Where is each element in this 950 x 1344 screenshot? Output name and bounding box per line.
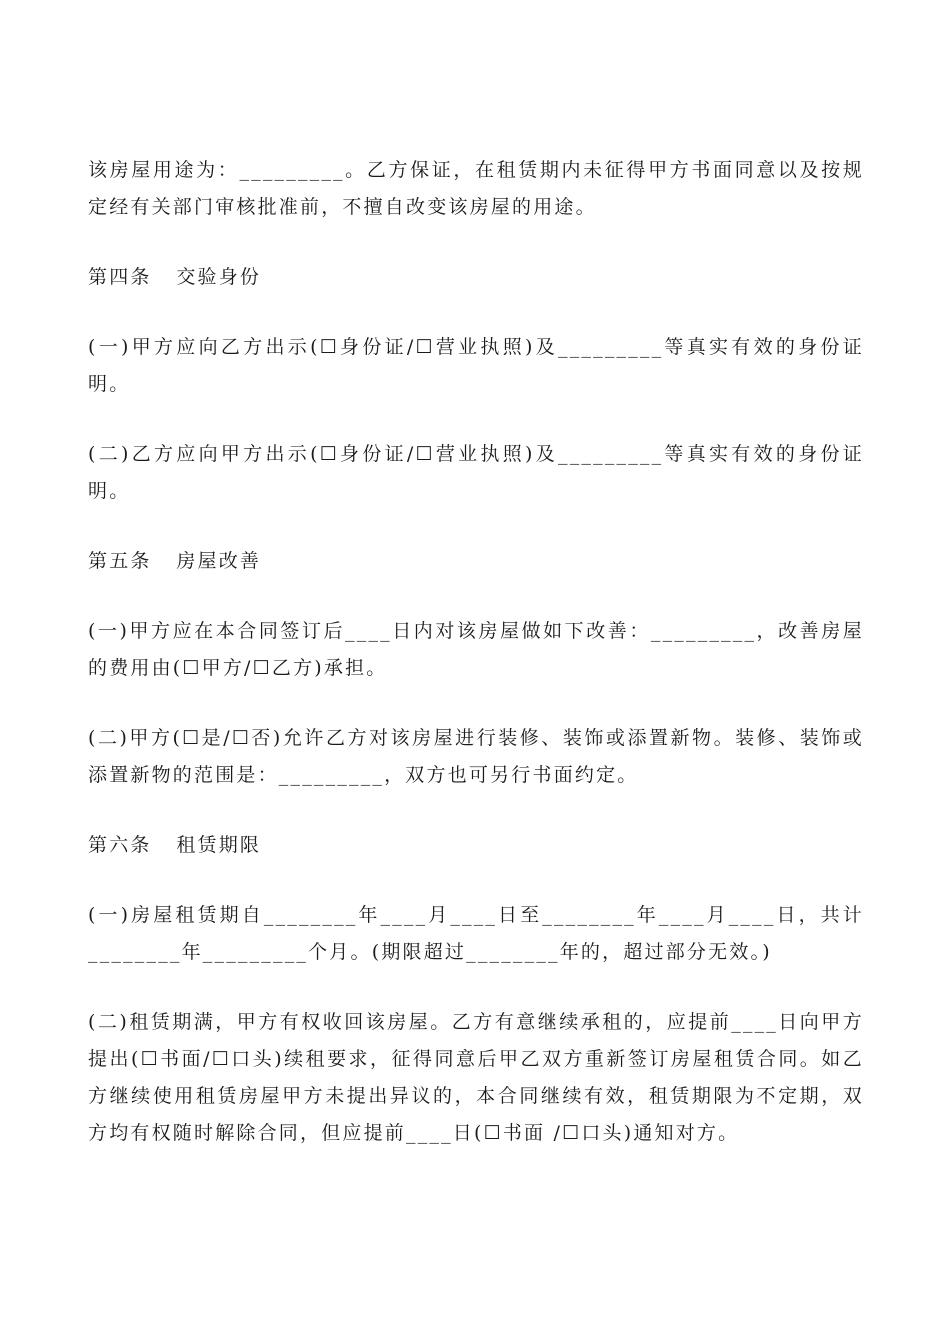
paragraph-article-4-item-1: (一)甲方应向乙方出示(☐身份证/☐营业执照)及_________等真实有效的身份证明。 bbox=[88, 336, 864, 395]
paragraph-article-5-item-2: (二)甲方(☐是/☐否)允许乙方对该房屋进行装修、装饰或添置新物。装修、装饰或添置新物的范围是：_________，双方也可另行书面约定。 bbox=[88, 727, 864, 786]
heading-article-6: 第六条 租赁期限 bbox=[88, 834, 262, 856]
heading-article-4: 第四条 交验身份 bbox=[88, 266, 262, 288]
paragraph-house-use: 该房屋用途为：_________。乙方保证，在租赁期内未征得甲方书面同意以及按规定经有关部门审核批准前，不擅自改变该房屋的用途。 bbox=[88, 159, 864, 218]
document-page bbox=[88, 152, 864, 1185]
heading-article-5: 第五条 房屋改善 bbox=[88, 550, 262, 572]
paragraph-article-4-item-2: (二)乙方应向甲方出示(☐身份证/☐营业执照)及_________等真实有效的身份证明。 bbox=[88, 443, 864, 502]
paragraph-article-6-item-1: (一)房屋租赁期自________年____月____日至________年____月____日，共计________年_________个月。(期限超过________年的，超过部分无效。) bbox=[88, 904, 864, 963]
paragraph-article-5-item-1: (一)甲方应在本合同签订后____日内对该房屋做如下改善：_________，改善房屋的费用由(☐甲方/☐乙方)承担。 bbox=[88, 620, 864, 679]
paragraph-article-6-item-2: (二)租赁期满，甲方有权收回该房屋。乙方有意继续承租的，应提前____日向甲方提出(☐书面/☐口头)续租要求，征得同意后甲乙双方重新签订房屋租赁合同。如乙方继续使用租赁房屋甲方未提出异议的，本合同继续有效，租赁期限为不定期，双方均有权随时解除合同，但应提前____日(☐书面 /☐口头)通知对方。 bbox=[88, 1011, 864, 1144]
